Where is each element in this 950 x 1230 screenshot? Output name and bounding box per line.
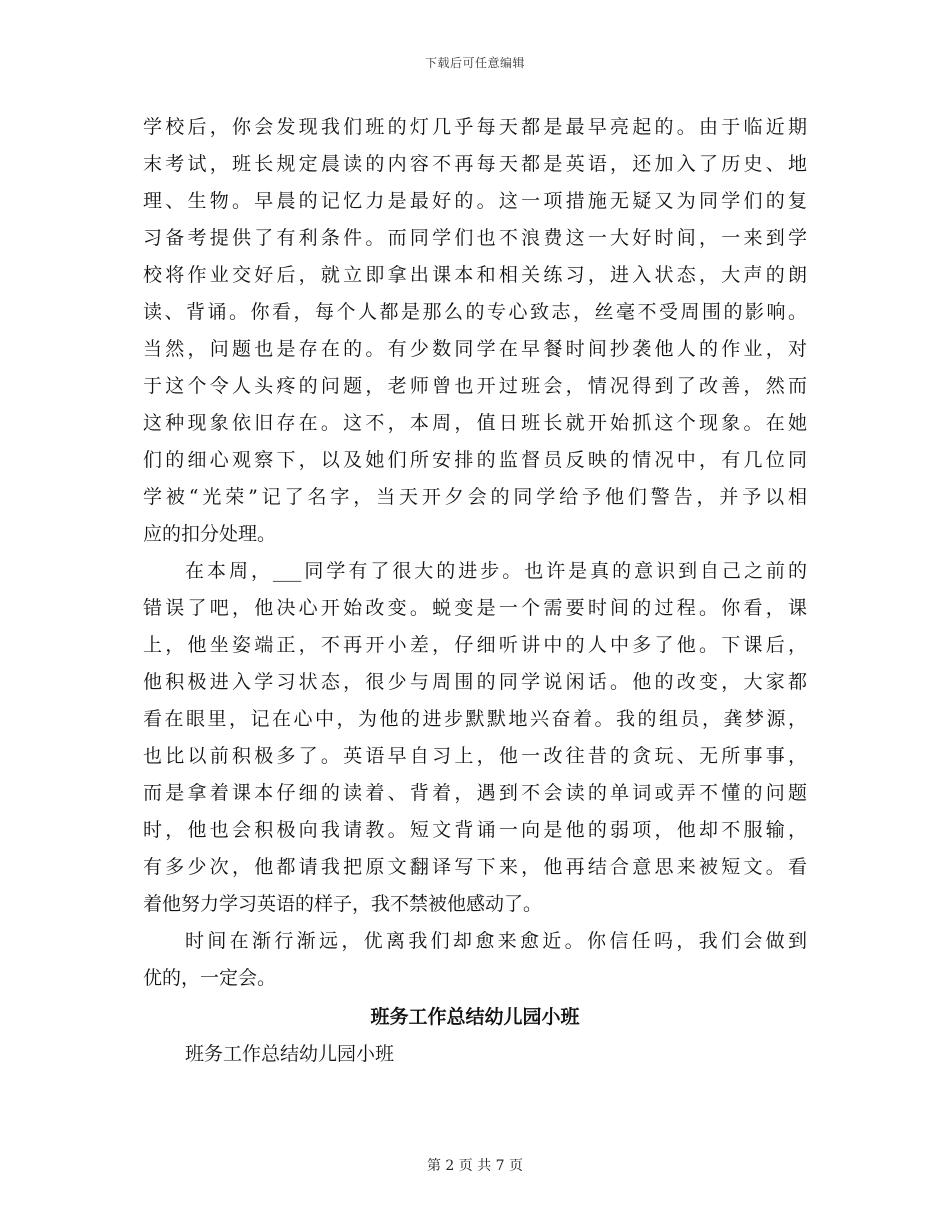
section-title: 班务工作总结幼儿园小班: [370, 1006, 580, 1028]
text-line: 而是拿着课本仔细的读着、背着，遇到不会读的单词或弄不懂的问题: [143, 782, 807, 804]
document-body: [143, 109, 807, 1073]
text-line: 这种现象依旧存在。这不，本周，值日班长就开始抓这个现象。在她: [143, 412, 807, 434]
text-line: 校将作业交好后，就立即拿出课本和相关练习，进入状态，大声的朗: [143, 264, 807, 286]
text-line: 看在眼里，记在心中，为他的进步默默地兴奋着。我的组员，龚梦源，: [143, 708, 807, 730]
text-line: 应的扣分处理。: [143, 523, 277, 545]
text-line: 学被“光荣”记了名字，当天开夕会的同学给予他们警告，并予以相: [143, 486, 807, 508]
section-subtitle: 班务工作总结幼儿园小班: [185, 1043, 395, 1065]
text-line: 时，他也会积极向我请教。短文背诵一向是他的弱项，他却不服输，: [143, 819, 807, 841]
page-number: 第 2 页 共 7 页: [426, 1158, 524, 1174]
text-line: 有多少次，他都请我把原文翻译写下来，他再结合意思来被短文。看: [143, 856, 807, 878]
text-line: 在本周，___同学有了很大的进步。也许是真的意识到自己之前的: [185, 560, 807, 582]
text-line: 学校后，你会发现我们班的灯几乎每天都是最早亮起的。由于临近期: [143, 116, 807, 138]
text-line: 于这个令人头疼的问题，老师曾也开过班会，情况得到了改善，然而: [143, 375, 807, 397]
text-line: 他积极进入学习状态，很少与周围的同学说闲话。他的改变，大家都: [143, 671, 807, 693]
text-line: 时间在渐行渐远，优离我们却愈来愈近。你信任吗，我们会做到: [185, 930, 807, 952]
text-line: 也比以前积极多了。英语早自习上，他一改往昔的贪玩、无所事事，: [143, 745, 807, 767]
text-line: 着他努力学习英语的样子，我不禁被他感动了。: [143, 893, 543, 915]
paragraph-3: [143, 923, 807, 997]
text-line: 理、生物。早晨的记忆力是最好的。这一项措施无疑又为同学们的复: [143, 190, 807, 212]
text-line: 优的，一定会。: [143, 967, 277, 989]
text-line: 们的细心观察下，以及她们所安排的监督员反映的情况中，有几位同: [143, 449, 807, 471]
header-note: 下载后可任意编辑: [424, 56, 525, 70]
text-line: 末考试，班长规定晨读的内容不再每天都是英语，还加入了历史、地: [143, 153, 807, 175]
text-line: 当然，问题也是存在的。有少数同学在早餐时间抄袭他人的作业，对: [143, 338, 807, 360]
text-line: 习备考提供了有利条件。而同学们也不浪费这一大好时间，一来到学: [143, 227, 807, 249]
text-line: 读、背诵。你看，每个人都是那么的专心致志，丝毫不受周围的影响。: [143, 301, 807, 323]
paragraph-2: [143, 553, 807, 923]
paragraph-1: [143, 109, 807, 553]
text-line: 错误了吧，他决心开始改变。蜕变是一个需要时间的过程。你看，课: [143, 597, 807, 619]
text-line: 上，他坐姿端正，不再开小差，仔细听讲中的人中多了他。下课后，: [143, 634, 807, 656]
